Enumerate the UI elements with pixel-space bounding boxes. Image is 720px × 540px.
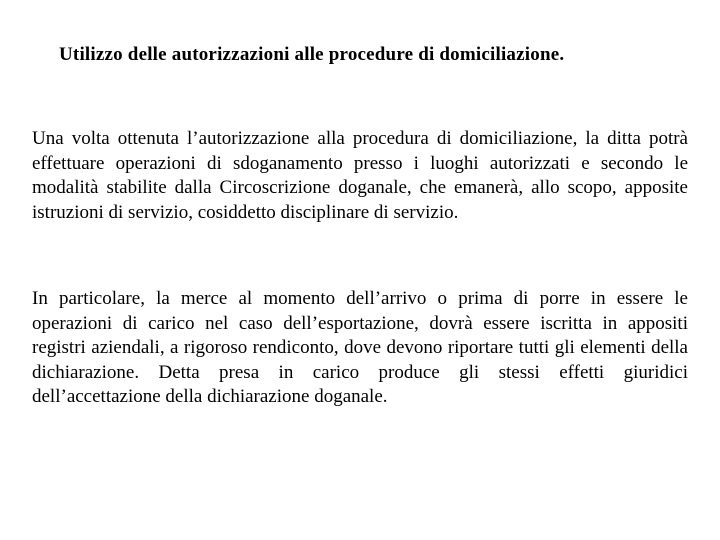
slide-title: Utilizzo delle autorizzazioni alle procedure di domiciliazione. bbox=[59, 44, 565, 65]
body-paragraph-2: In particolare, la merce al momento dell’arrivo o prima di porre in essere le operazioni di carico nel caso dell’esportazione, dovrà essere iscritta in appositi registri aziendali, a rigoroso rendiconto, dove devono riportare tutti gli elementi della dichiarazione. Detta presa in carico produce gli stessi effetti giuridici dell’accettazione della dichiarazione doganale. bbox=[32, 288, 688, 407]
body-paragraph-1: Una volta ottenuta l’autorizzazione alla procedura di domiciliazione, la ditta potrà effettuare operazioni di sdoganamento presso i luoghi autorizzati e secondo le modalità stabilite dalla Circoscrizione doganale, che emanerà, allo scopo, apposite istruzioni di servizio, cosiddetto disciplinare di servizio. bbox=[32, 128, 688, 223]
